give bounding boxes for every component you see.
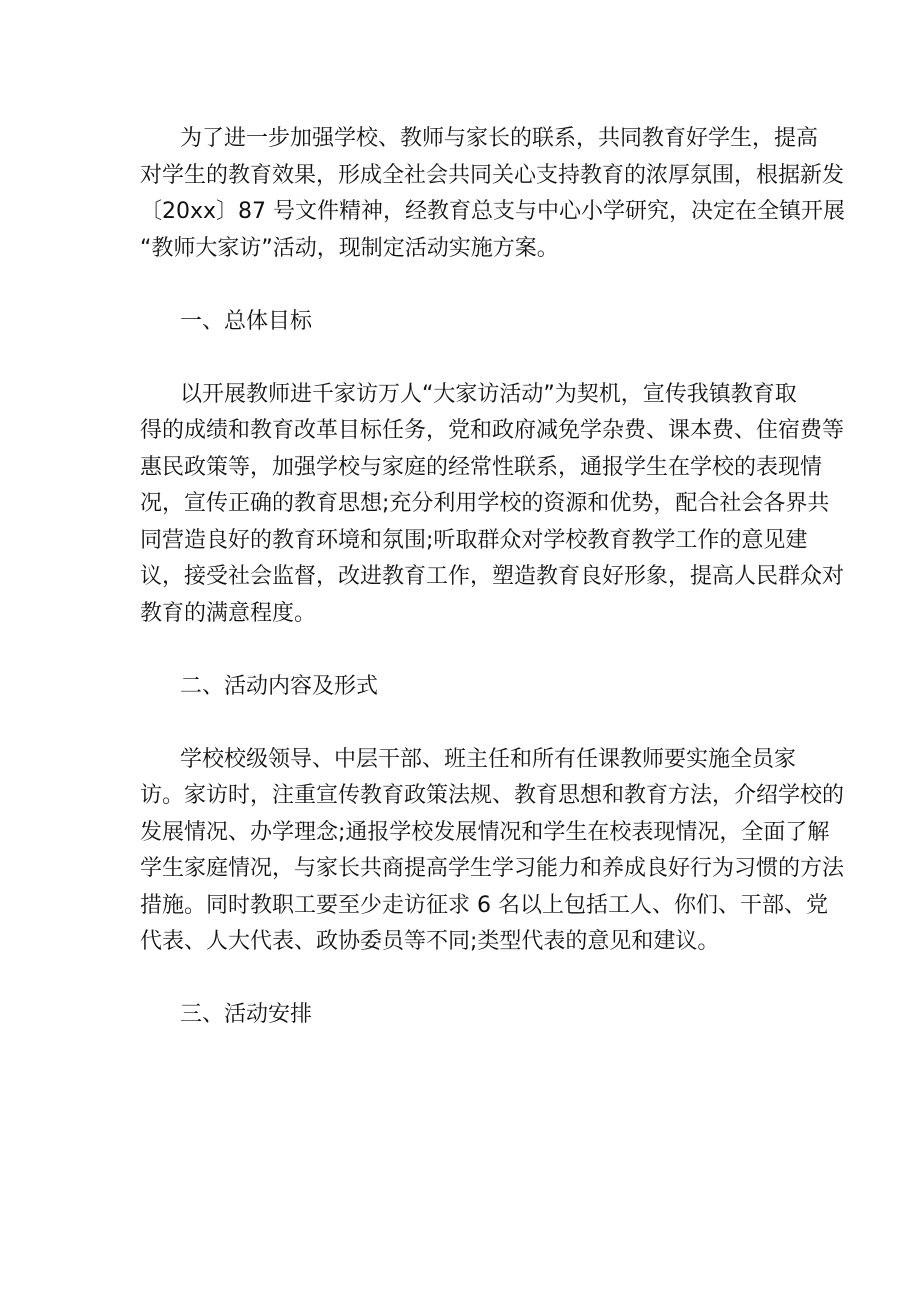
heading-text: 一、总体目标 <box>180 308 313 334</box>
text-line: 为了进一步加强学校、教师与家长的联系，共同教育好学生，提高 <box>180 126 819 151</box>
document-body <box>140 121 846 1034</box>
heading-text: 二、活动内容及形式 <box>180 673 379 699</box>
text-line: “教师大家访”活动，现制定活动实施方案。 <box>140 235 559 261</box>
text-line: 惠民政策等，加强学校与家庭的经常性联系，通报学生在学校的表现情 <box>140 454 823 480</box>
text-line: 〔20xx〕87 号文件精神，经教育总支与中心小学研究，决定在全镇开展 <box>140 199 846 224</box>
section1-paragraph <box>140 377 845 633</box>
section-heading-3 <box>140 997 785 1034</box>
section-heading-2 <box>140 669 785 706</box>
text-line: 同营造良好的教育环境和氛围;听取群众对学校教育教学工作的意见建 <box>140 527 808 553</box>
section2-paragraph <box>140 742 845 961</box>
paragraph-gap <box>140 632 785 669</box>
text-line: 措施。同时教职工要至少走访征求 6 名以上包括工人、你们、干部、党 <box>140 892 828 918</box>
text-line: 况，宣传正确的教育思想;充分利用学校的资源和优势，配合社会各界共 <box>140 491 830 516</box>
paragraph-gap <box>140 961 785 998</box>
paragraph-gap <box>140 267 785 304</box>
paragraph-gap <box>140 705 785 742</box>
text-line: 访。家访时，注重宣传教育政策法规、教育思想和教育方法，介绍学校的 <box>140 783 845 808</box>
text-line: 发展情况、办学理念;通报学校发展情况和学生在校表现情况，全面了解 <box>140 819 830 845</box>
heading-text: 三、活动安排 <box>180 1002 313 1027</box>
intro-paragraph <box>140 121 846 267</box>
text-line: 学校校级领导、中层干部、班主任和所有任课教师要实施全员家 <box>180 746 797 772</box>
text-line: 以开展教师进千家访万人“大家访活动”为契机，宣传我镇教育取 <box>180 381 797 407</box>
paragraph-gap <box>140 340 785 377</box>
text-line: 代表、人大代表、政协委员等不同;类型代表的意见和建议。 <box>140 929 720 954</box>
section-heading-1 <box>140 304 785 341</box>
text-line: 议，接受社会监督，改进教育工作，塑造教育良好形象，提高人民群众对 <box>140 564 845 589</box>
text-line: 对学生的教育效果，形成全社会共同关心支持教育的浓厚氛围，根据新发 <box>140 162 845 188</box>
text-line: 教育的满意程度。 <box>140 600 317 626</box>
text-line: 得的成绩和教育改革目标任务，党和政府减免学杂费、课本费、住宿费等 <box>140 418 845 443</box>
text-line: 学生家庭情况，与家长共商提高学生学习能力和养成良好行为习惯的方法 <box>140 856 845 881</box>
